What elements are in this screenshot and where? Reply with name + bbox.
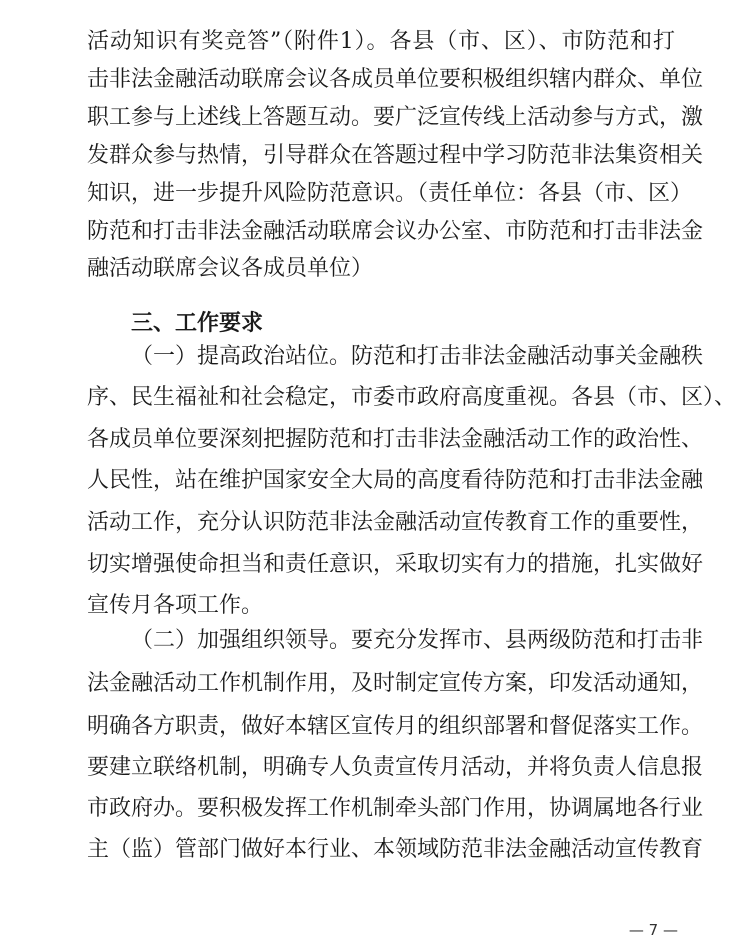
text-line: 主（监）管部门做好本行业、本领域防范非法金融活动宣传教育 — [87, 837, 704, 862]
text-line: 融活动联席会议各成员单位） — [87, 256, 374, 281]
section-heading: 三、工作要求 — [131, 311, 264, 336]
text-line: 人民性，站在维护国家安全大局的高度看待防范和打击非法金融 — [87, 468, 704, 493]
page-number: — 7 — — [628, 921, 678, 939]
text-line: 知识，进一步提升风险防范意识。（责任单位：各县（市、区） — [87, 181, 693, 206]
text-line: （二）加强组织领导。要充分发挥市、县两级防范和打击非 — [131, 628, 704, 653]
text-line: 防范和打击非法金融活动联席会议办公室、市防范和打击非法金 — [87, 219, 704, 244]
text-line: 活动工作，充分认识防范非法金融活动宣传教育工作的重要性， — [87, 510, 704, 535]
text-line: 要建立联络机制，明确专人负责宣传月活动，并将负责人信息报 — [87, 755, 704, 780]
text-line: 明确各方职责，做好本辖区宣传月的组织部署和督促落实工作。 — [87, 714, 704, 739]
text-line: 职工参与上述线上答题互动。要广泛宣传线上活动参与方式，激 — [87, 105, 704, 130]
text-line: 各成员单位要深刻把握防范和打击非法金融活动工作的政治性、 — [87, 427, 704, 452]
text-line: （一）提高政治站位。防范和打击非法金融活动事关金融秩 — [131, 344, 704, 369]
text-line: 法金融活动工作机制作用，及时制定宣传方案，印发活动通知， — [87, 671, 704, 696]
text-line: 序、民生福祉和社会稳定，市委市政府高度重视。各县（市、区）、 — [87, 385, 737, 410]
text-line: 切实增强使命担当和责任意识，采取切实有力的措施，扎实做好 — [87, 552, 704, 577]
text-line: 宣传月各项工作。 — [87, 593, 264, 618]
text-line: 发群众参与热情，引导群众在答题过程中学习防范非法集资相关 — [87, 143, 704, 168]
text-line: 市政府办。要积极发挥工作机制牵头部门作用，协调属地各行业 — [87, 796, 704, 821]
text-line: 活动知识有奖竞答”（附件1）。各县（市、区）、市防范和打 — [87, 29, 675, 54]
text-line: 击非法金融活动联席会议各成员单位要积极组织辖内群众、单位 — [87, 67, 704, 92]
